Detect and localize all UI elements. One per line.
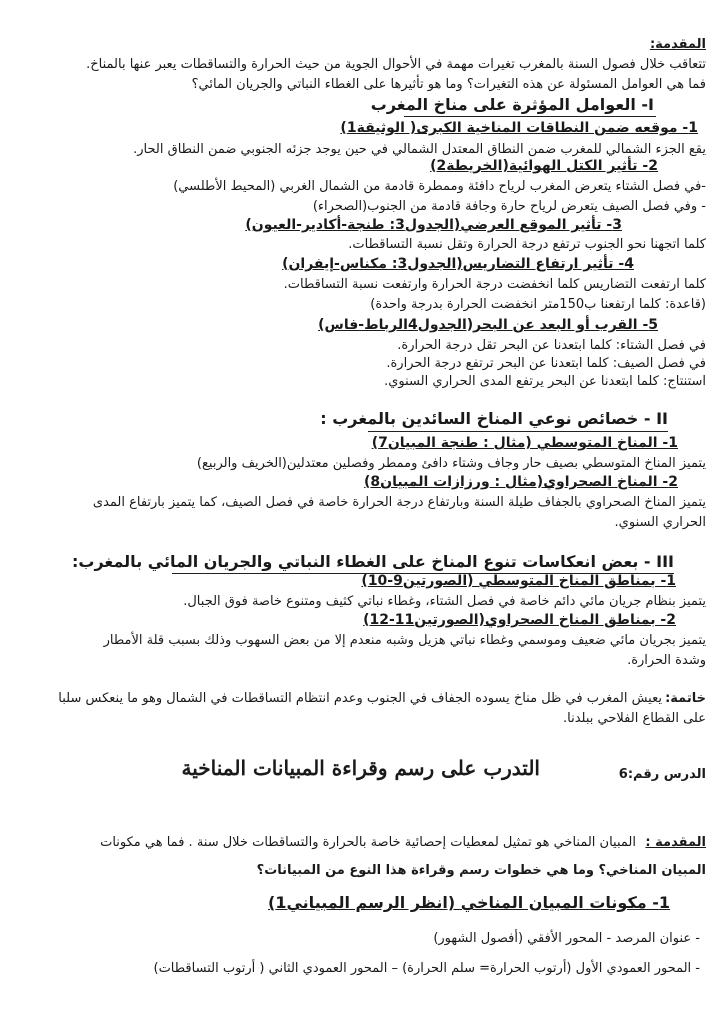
part1-s5-title: 5- القرب أو البعد عن البحر(الجدول4الرباط-فاس) (318, 317, 658, 333)
part2-s1-title: 1- المناخ المتوسطي (مثال : طنجة المبيان7) (371, 435, 678, 451)
lesson-s1-title: 1- مكونات المبيان المناخي (انظر الرسم المبياني1) (268, 893, 670, 912)
intro-line-2: فما هي العوامل المسئولة عن هذه التغيرات؟ وما هو تأثيرها على الغطاء النباتي والجريان المائي؟ (191, 77, 706, 92)
part2-title: II - خصائص نوعي المناخ السائدين بالمغرب : (320, 409, 668, 428)
lesson-items-line-1: - عنوان المرصد - المحور الأفقي (أفصول الشهور) (433, 931, 700, 946)
part1-s5-line-3: استنتاج: كلما ابتعدنا عن البحر يرتفع المدى الحراري السنوي. (384, 374, 706, 389)
lesson-intro-label: المقدمة : (645, 835, 706, 850)
part1-s1-text: يقع الجزء الشمالي للمغرب ضمن النطاق المعتدل الشمالي في حين يوجد جزئه الجنوبي ضمن النطاق الحار. (133, 142, 706, 157)
conclusion-line-1: يعيش المغرب في ظل مناخ يسوده الجفاف في الجنوب وعدم انتظام التساقطات في الشمال وهو ما ينعكس سلبا (58, 691, 662, 706)
lesson-number: الدرس رقم:6 (618, 767, 706, 782)
part1-s4-title: 4- تأثير ارتفاع التضاريس(الجدول3: مكناس-إيفران) (282, 256, 634, 272)
part1-s3-text: كلما اتجهنا نحو الجنوب ترتفع درجة الحرارة وتقل نسبة التساقطات. (348, 237, 706, 252)
intro-line-1: تتعاقب خلال فصول السنة بالمغرب تغيرات مهمة في الأحوال الجوية من حيث الحرارة والتساقطات يعبر عنها بالمناخ. (86, 57, 706, 72)
part1-title: I- العوامل المؤثرة على مناخ المغرب (370, 95, 654, 114)
part2-s2-line-2: الحراري السنوي. (614, 515, 706, 530)
part3-title: III - بعض انعكاسات تنوع المناخ على الغطاء النباتي والجريان المائي بالمغرب: (71, 552, 674, 571)
part1-s5-line-1: في فصل الشتاء: كلما ابتعدنا عن البحر تقل درجة الحرارة. (397, 338, 706, 353)
part3-s1-text: يتميز بنظام جريان مائي دائم خاصة في فصل الشتاء، وغطاء نباتي كثيف ومتنوع خاصة فوق الجبال. (183, 594, 706, 609)
lesson-title: التدرب على رسم وقراءة المبيانات المناخية (181, 756, 540, 780)
part1-s2-title: 2- تأثير الكتل الهوائية(الخريطة2) (430, 158, 658, 174)
part1-s5-line-2: في فصل الصيف: كلما ابتعدنا عن البحر ترتفع درجة الحرارة. (386, 356, 706, 371)
part3-s2-title: 2- بمناطق المناخ الصحراوي(الصورتين11-12) (363, 612, 676, 628)
intro-heading: المقدمة: (649, 37, 706, 52)
part1-s1-title: 1- موقعه ضمن النطاقات المناخية الكبرى( الوثيقة1) (340, 120, 698, 136)
lesson-items-line-2: - المحور العمودي الأول (أرتوب الحرارة= سلم الحرارة) – المحور العمودي الثاني ( أرتوب التساقطات) (153, 961, 700, 976)
part1-s2-line-1: -في فصل الشتاء يتعرض المغرب لرياح دافئة وممطرة قادمة من الشمال الغربي (المحيط الأطلسي) (173, 179, 706, 194)
part2-title-underline (368, 431, 668, 432)
part1-s3-title: 3- تأثير الموقع العرضي(الجدول3: طنجة-أكادير-العيون) (245, 217, 622, 233)
part1-s4-line-1: كلما ارتفعت التضاريس كلما انخفضت درجة الحرارة وارتفعت نسبة التساقطات. (283, 277, 706, 292)
part3-s2-line-2: وشدة الحرارة. (627, 653, 706, 668)
part2-s1-text: يتميز المناخ المتوسطي بصيف حار وجاف وشتاء دافئ وممطر وفصلين معتدلين(الخريف والربيع) (196, 456, 706, 471)
conclusion-line-2: على القطاع الفلاحي ببلدنا. (563, 711, 706, 726)
part1-s4-line-2: (قاعدة: كلما ارتفعنا ب150متر انخفضت الحرارة بدرجة واحدة) (370, 297, 706, 312)
conclusion-label: خاتمة: (665, 691, 706, 706)
part2-s2-title: 2- المناخ الصحراوي(مثال : ورزازات المبيان8) (364, 474, 678, 490)
part1-s2-line-2: - وفي فصل الصيف يتعرض لرياح حارة وجافة قادمة من الجنوب(الصحراء) (312, 199, 706, 214)
part3-s1-title: 1- بمناطق المناخ المتوسطي (الصورتين9-10) (361, 573, 676, 589)
part2-s2-line-1: يتميز المناخ الصحراوي بالجفاف طيلة السنة وبارتفاع درجة الحرارة خاصة في فصل الصيف، كما يتميز بارتفاع المدى (92, 495, 706, 510)
lesson-intro-line-1: المبيان المناخي هو تمثيل لمعطيات إحصائية خاصة بالحرارة والتساقطات خلال سنة . فما هي مكونات (100, 835, 636, 850)
part1-title-underline (404, 116, 656, 117)
lesson-intro-line-2: المبيان المناخي؟ وما هي خطوات رسم وقراءة هذا النوع من المبيانات؟ (256, 863, 706, 878)
part3-s2-line-1: يتميز بجريان مائي ضعيف وموسمي وغطاء نباتي هزيل وشبه منعدم إلا من بعض السهوب وذلك بسبب قلة الأمطار (103, 633, 706, 648)
